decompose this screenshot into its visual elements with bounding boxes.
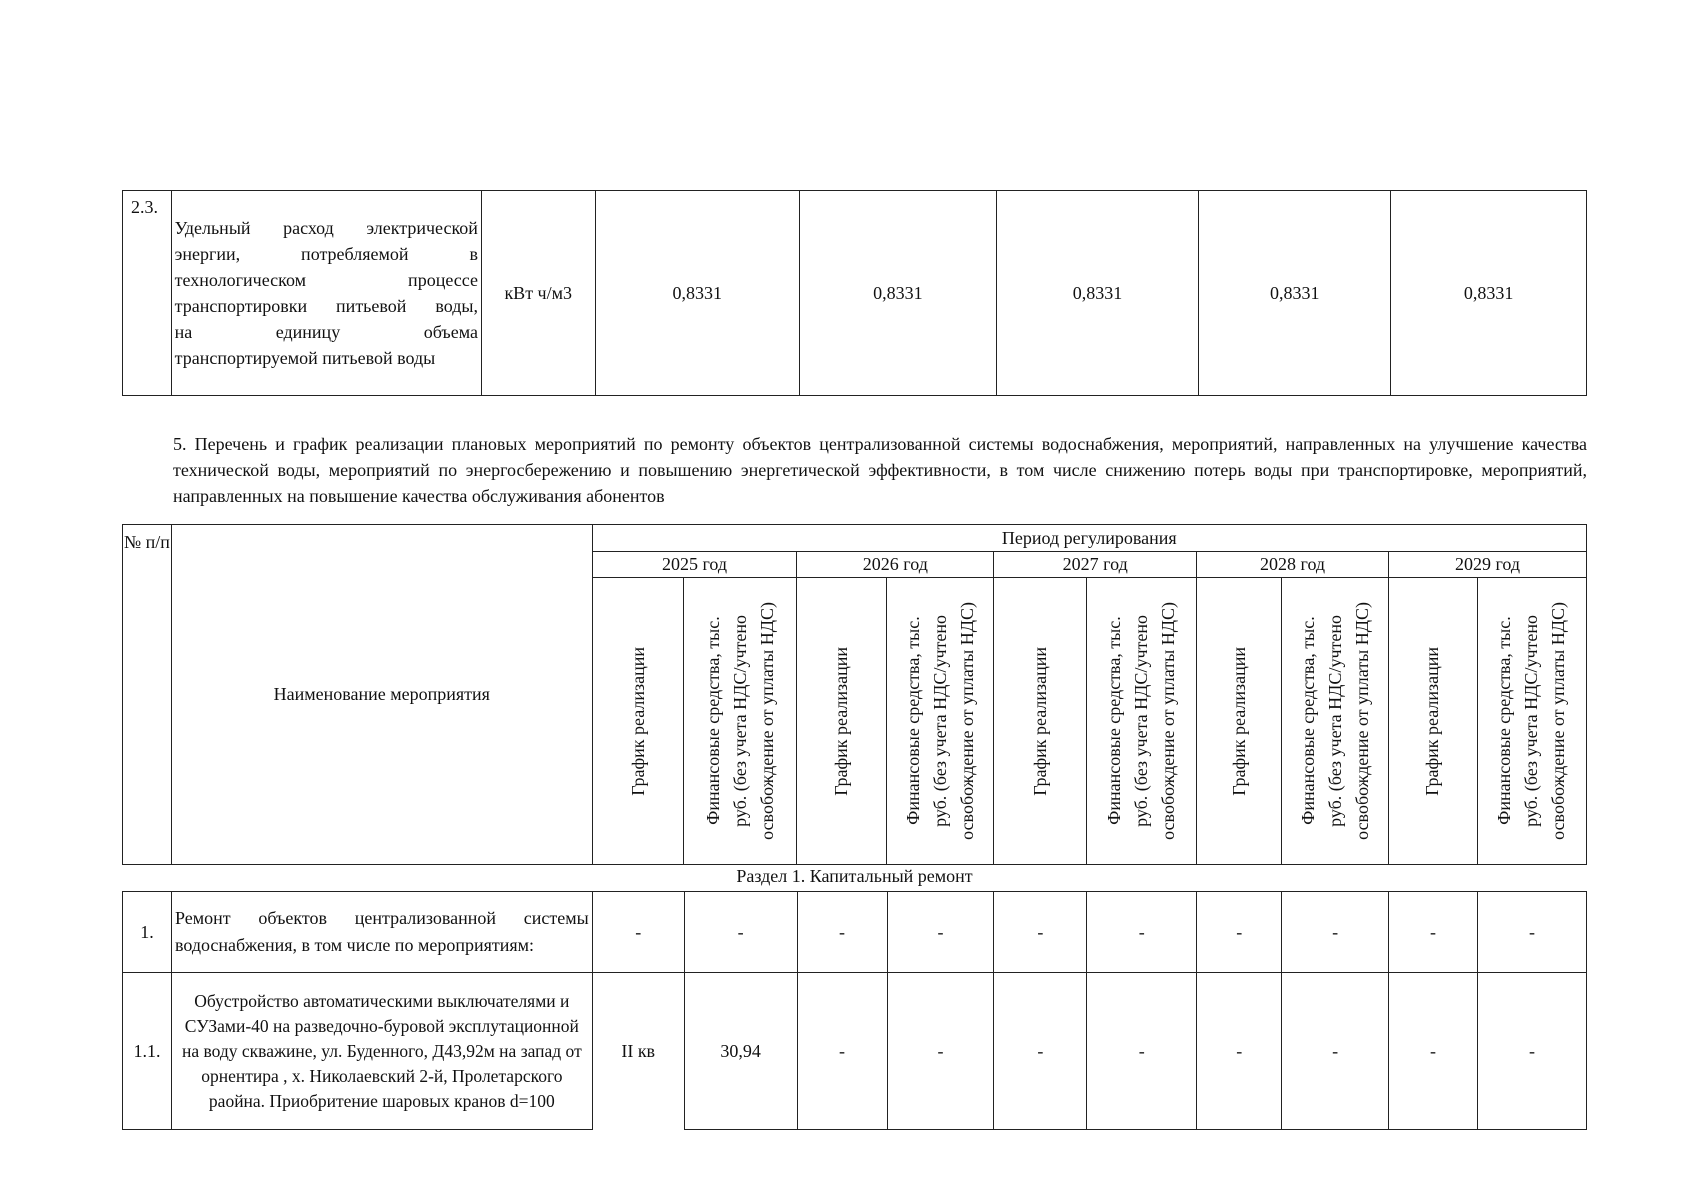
- name-line: Ремонт объектов централизованной системы: [174, 908, 589, 928]
- cell: -: [887, 973, 994, 1130]
- period-header: Период регулирования: [592, 525, 1586, 552]
- cell: -: [684, 892, 797, 973]
- cell: II кв: [592, 973, 684, 1130]
- cell: -: [994, 892, 1087, 973]
- finance-header: Финансовые средства, тыс. руб. (без учета НДС/учтено освобождение от уплаты НДС): [1087, 578, 1197, 865]
- cell: -: [797, 892, 887, 973]
- schedule-header: График реализации: [994, 578, 1087, 865]
- cell: -: [1197, 973, 1282, 1130]
- cell: -: [1478, 973, 1587, 1130]
- finance-header: Финансовые средства, тыс. руб. (без учета НДС/учтено освобождение от уплаты НДС): [684, 578, 797, 865]
- year-header: 2027 год: [994, 552, 1197, 578]
- row-number: 1.: [123, 892, 172, 973]
- events-header-table: [122, 524, 1587, 865]
- year-header: 2025 год: [592, 552, 797, 578]
- table-row: [123, 892, 1587, 973]
- finance-header: Финансовые средства, тыс. руб. (без учета НДС/учтено освобождение от уплаты НДС): [887, 578, 994, 865]
- finance-header: Финансовые средства, тыс. руб. (без учета НДС/учтено освобождение от уплаты НДС): [1477, 578, 1586, 865]
- name-line: водоснабжения, в том числе по мероприятиям:: [174, 935, 535, 955]
- year-header: 2029 год: [1389, 552, 1587, 578]
- value-cell: 0,8331: [1199, 191, 1391, 396]
- name-line: энергии, потребляемой в: [174, 244, 478, 264]
- cell: -: [887, 892, 994, 973]
- name-line: технологическом процессе: [174, 270, 478, 290]
- unit-cell: кВт ч/м3: [481, 191, 595, 396]
- cell: -: [994, 973, 1087, 1130]
- event-name: Обустройство автоматическими выключателями и СУЗами-40 на разведочно-буровой эксплутационной на воду скважине, ул. Буденного, Д43,92м на запад от орнентира , х. Николаевский 2-й, Пролетарского раойна. Приобритение шаровых кранов d=100: [171, 973, 592, 1130]
- name-line: транспортируемой питьевой воды: [174, 348, 436, 368]
- cell: -: [1197, 892, 1282, 973]
- cell: -: [1087, 973, 1197, 1130]
- cell: -: [1087, 892, 1197, 973]
- cell: -: [1282, 892, 1389, 973]
- schedule-header: График реализации: [1389, 578, 1478, 865]
- indicator-name: [171, 191, 481, 396]
- row-number: 2.3.: [123, 191, 172, 396]
- table-row: [123, 191, 1587, 396]
- cell: 30,94: [684, 973, 797, 1130]
- events-body-table: [122, 891, 1587, 1130]
- value-cell: 0,8331: [1391, 191, 1587, 396]
- section-label: Раздел 1. Капитальный ремонт: [736, 866, 973, 886]
- year-header: 2026 год: [797, 552, 994, 578]
- year-header: 2028 год: [1197, 552, 1389, 578]
- finance-header: Финансовые средства, тыс. руб. (без учета НДС/учтено освобождение от уплаты НДС): [1282, 578, 1389, 865]
- cell: -: [797, 973, 887, 1130]
- schedule-header: График реализации: [797, 578, 887, 865]
- schedule-header: График реализации: [592, 578, 684, 865]
- schedule-header: График реализации: [1197, 578, 1282, 865]
- cell: -: [1389, 892, 1478, 973]
- name-line: транспортировки питьевой воды,: [174, 296, 478, 316]
- table-row: [123, 973, 1587, 1130]
- name-line: Удельный расход электрической: [174, 218, 478, 238]
- section-paragraph: 5. Перечень и график реализации плановых мероприятий по ремонту объектов централизованной системы водоснабжения, мероприятий, направленных на улучшение качества технической воды, мероприятий по энергосбережению и повышению энергетической эффективности, в том числе снижению потерь воды при транспортировке, мероприятий, направленных на повышение качества обслуживания абонентов: [173, 434, 1587, 506]
- cell: -: [1389, 973, 1478, 1130]
- cell: -: [1282, 973, 1389, 1130]
- cell: -: [592, 892, 684, 973]
- value-cell: 0,8331: [996, 191, 1199, 396]
- cell: -: [1478, 892, 1587, 973]
- name-header: Наименование мероприятия: [171, 525, 592, 865]
- event-name: [171, 892, 592, 973]
- row-number: 1.1.: [123, 973, 172, 1130]
- name-line: на единицу объема: [174, 322, 478, 342]
- value-cell: 0,8331: [800, 191, 997, 396]
- indicator-table: [122, 190, 1587, 396]
- header-row: [123, 525, 1587, 552]
- value-cell: 0,8331: [595, 191, 800, 396]
- num-header: № п/п: [123, 525, 172, 865]
